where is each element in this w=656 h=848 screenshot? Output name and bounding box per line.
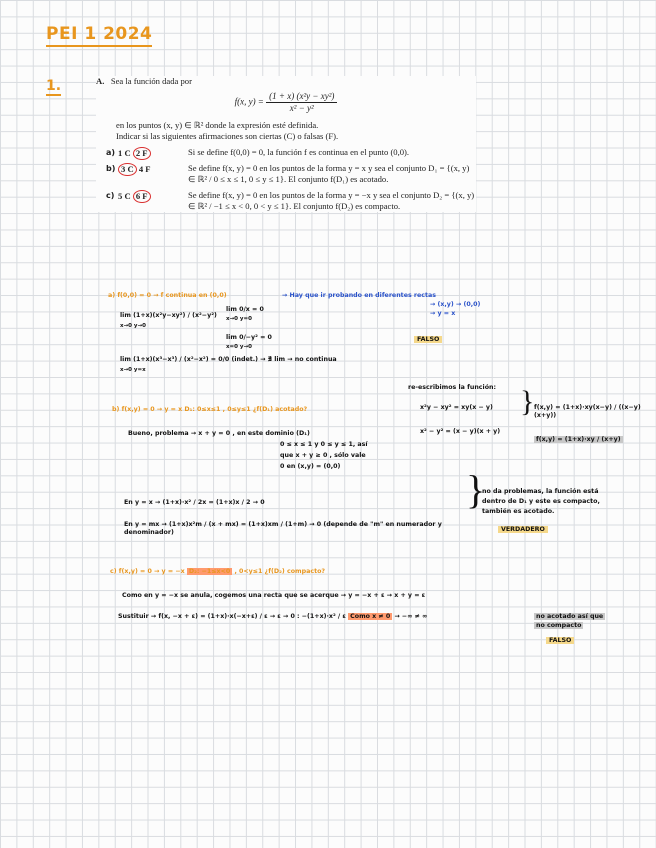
note-a-route-2-sub: x=0 y→0 — [226, 344, 252, 350]
note-a-limit-2: lim (1+x)(x³−x³) / (x²−x²) = 0/0 (indet.) → ∄ lim → no continua — [120, 356, 337, 363]
note-b-conclusion-3: también es acotado. — [482, 508, 555, 515]
formula-fraction — [266, 91, 337, 114]
answer-falso-c: FALSO — [546, 637, 574, 644]
option-label: c) — [106, 191, 115, 200]
note-a-hint-2: → (x,y) → (0,0) — [430, 301, 481, 308]
function-formula — [96, 91, 476, 114]
note-rewrite: re-escribimos la función: — [408, 384, 497, 391]
note-a-hint-3: → y = x — [430, 310, 456, 317]
choice-c: 1 C — [118, 148, 131, 158]
note-b-heading: b) f(x,y) = 0 → y = x D₁: 0≤x≤1 , 0≤y≤1 ¿f(D₁) acotado? — [112, 406, 308, 413]
note-c-highlight-2: Como x ≠ 0 — [350, 613, 391, 620]
option-choices — [118, 163, 151, 176]
note-c-conclusion-2: no compacto — [536, 622, 582, 629]
note-c-conclusion — [534, 612, 605, 630]
note-c-result: → −∞ ≠ ∞ — [394, 613, 428, 620]
choice-f: 4 F — [138, 164, 151, 174]
note-c-answer — [546, 637, 574, 645]
note-a-heading: a) f(0,0) = 0 → f continua en (0,0) — [108, 292, 227, 299]
note-b-line-4: 0 en (x,y) = (0,0) — [280, 463, 341, 470]
instruction-text: Indicar si las siguientes afirmaciones son ciertas (C) o falsas (F). — [116, 131, 339, 141]
note-a-limit-1-sub: x→0 y→0 — [120, 323, 146, 329]
formula-lhs: f(x, y) = — [234, 96, 264, 107]
note-b-eval-1: En y = x → (1+x)·x² / 2x = (1+x)x / 2 → 0 — [124, 499, 265, 506]
note-a-hint: → Hay que ir probando en diferentes rectas — [282, 292, 437, 299]
problem-letter: A. — [96, 76, 105, 86]
option-b — [106, 163, 476, 185]
choice-f-circled: 6 F — [133, 190, 151, 203]
option-a — [106, 147, 476, 158]
problem-statement — [96, 76, 476, 212]
note-a-route-1: lim 0/x = 0 — [226, 306, 264, 313]
choice-f-circled: 2 F — [133, 147, 151, 160]
note-c-highlight: D₂: −1≤x<0 — [188, 568, 231, 575]
choice-c-circled: 3 C — [118, 163, 137, 176]
note-c-substitution: Sustituir → f(x, −x + ε) = (1+x)·x(−x+ε) / ε → ε → 0 : −(1+x)·x² / ε — [118, 613, 346, 620]
option-text: Se define f(x, y) = 0 en los puntos de la forma y = x y sea el conjunto D₁ = {(x, y) ∈ ℝ² / 0 ≤ x ≤ 1, 0 ≤ y ≤ 1}. El conjunto f(D₁) es acotado. — [188, 163, 470, 184]
note-b-eval-2: En y = mx → (1+x)x²m / (x + mx) = (1+x)xm / (1+m) → 0 (depende de "m" en numerador y denominador) — [124, 521, 442, 536]
choice-c: 5 C — [118, 191, 131, 201]
option-label: b) — [106, 164, 116, 173]
question-number: 1. — [46, 78, 62, 94]
note-b-line-2: 0 ≤ x ≤ 1 y 0 ≤ y ≤ 1, así — [280, 441, 368, 448]
note-b-line-3: que x + y ≥ 0 , sólo vale — [280, 452, 366, 459]
problem-intro — [96, 76, 476, 87]
note-c-line-2 — [118, 613, 427, 621]
answer-verdadero: VERDADERO — [498, 526, 548, 533]
note-b-conclusion-2: dentro de D₁ y este es compacto, — [482, 498, 600, 505]
note-a-route-1-sub: x→0 y=0 — [226, 316, 252, 322]
formula-numerator: (1 + x) (x²y − xy²) — [266, 91, 337, 103]
note-a-route-2: lim 0/−y² = 0 — [226, 334, 272, 341]
note-a-answer — [414, 336, 442, 344]
option-label: a) — [106, 148, 116, 157]
brace-icon: } — [520, 385, 535, 418]
domain-text: en los puntos (x, y) ∈ ℝ² donde la expresión esté definida. — [116, 120, 319, 130]
option-c — [106, 190, 476, 212]
option-text: Si se define f(0,0) = 0, la función f es continua en el punto (0,0). — [188, 147, 410, 157]
note-c-conclusion-1: no acotado así que — [536, 613, 604, 620]
option-text: Se define f(x, y) = 0 en los puntos de la forma y = −x y sea el conjunto D₂ = {(x, y) ∈ ℝ² / −1 ≤ x < 0, 0 < y ≤ 1}. El conjunto f(D₂) es compacto. — [188, 190, 475, 211]
note-c-heading-text: c) f(x,y) = 0 → y = −x — [110, 568, 185, 575]
option-choices — [118, 190, 151, 203]
brace-icon: } — [466, 467, 486, 512]
note-b-conclusion-1: no da problemas, la función está — [482, 488, 599, 495]
note-a-limit-2-sub: x→0 y=x — [120, 367, 146, 373]
simplified-function: f(x,y) = (1+x)·xy / (x+y) — [536, 436, 621, 443]
note-c-heading — [110, 568, 325, 576]
note-b-answer — [498, 526, 548, 534]
intro-text: Sea la función dada por — [110, 76, 192, 86]
note-c-line-1: Como en y = −x se anula, cogemos una recta que se acerque → y = −x + ε → x + y = ε — [122, 592, 426, 599]
note-rewrite-1: x²y − xy² = xy(x − y) — [420, 404, 493, 411]
page-title: PEI 1 2024 — [46, 24, 152, 47]
note-rewrite-3: f(x,y) = (1+x)·xy(x−y) / ((x−y)(x+y)) — [534, 404, 641, 419]
note-c-heading-tail: , 0<y≤1 ¿f(D₂) compacto? — [234, 568, 326, 575]
answer-falso: FALSO — [414, 336, 442, 343]
note-a-limit-1: lim (1+x)(x²y−xy²) / (x²−y²) — [120, 312, 217, 319]
note-rewrite-4 — [534, 436, 623, 444]
formula-denominator: x² − y² — [289, 103, 314, 113]
note-b-line-1: Bueno, problema → x + y = 0 , en este dominio (D₁) — [128, 430, 310, 437]
note-rewrite-2: x² − y² = (x − y)(x + y) — [420, 428, 501, 435]
option-choices — [118, 147, 151, 160]
